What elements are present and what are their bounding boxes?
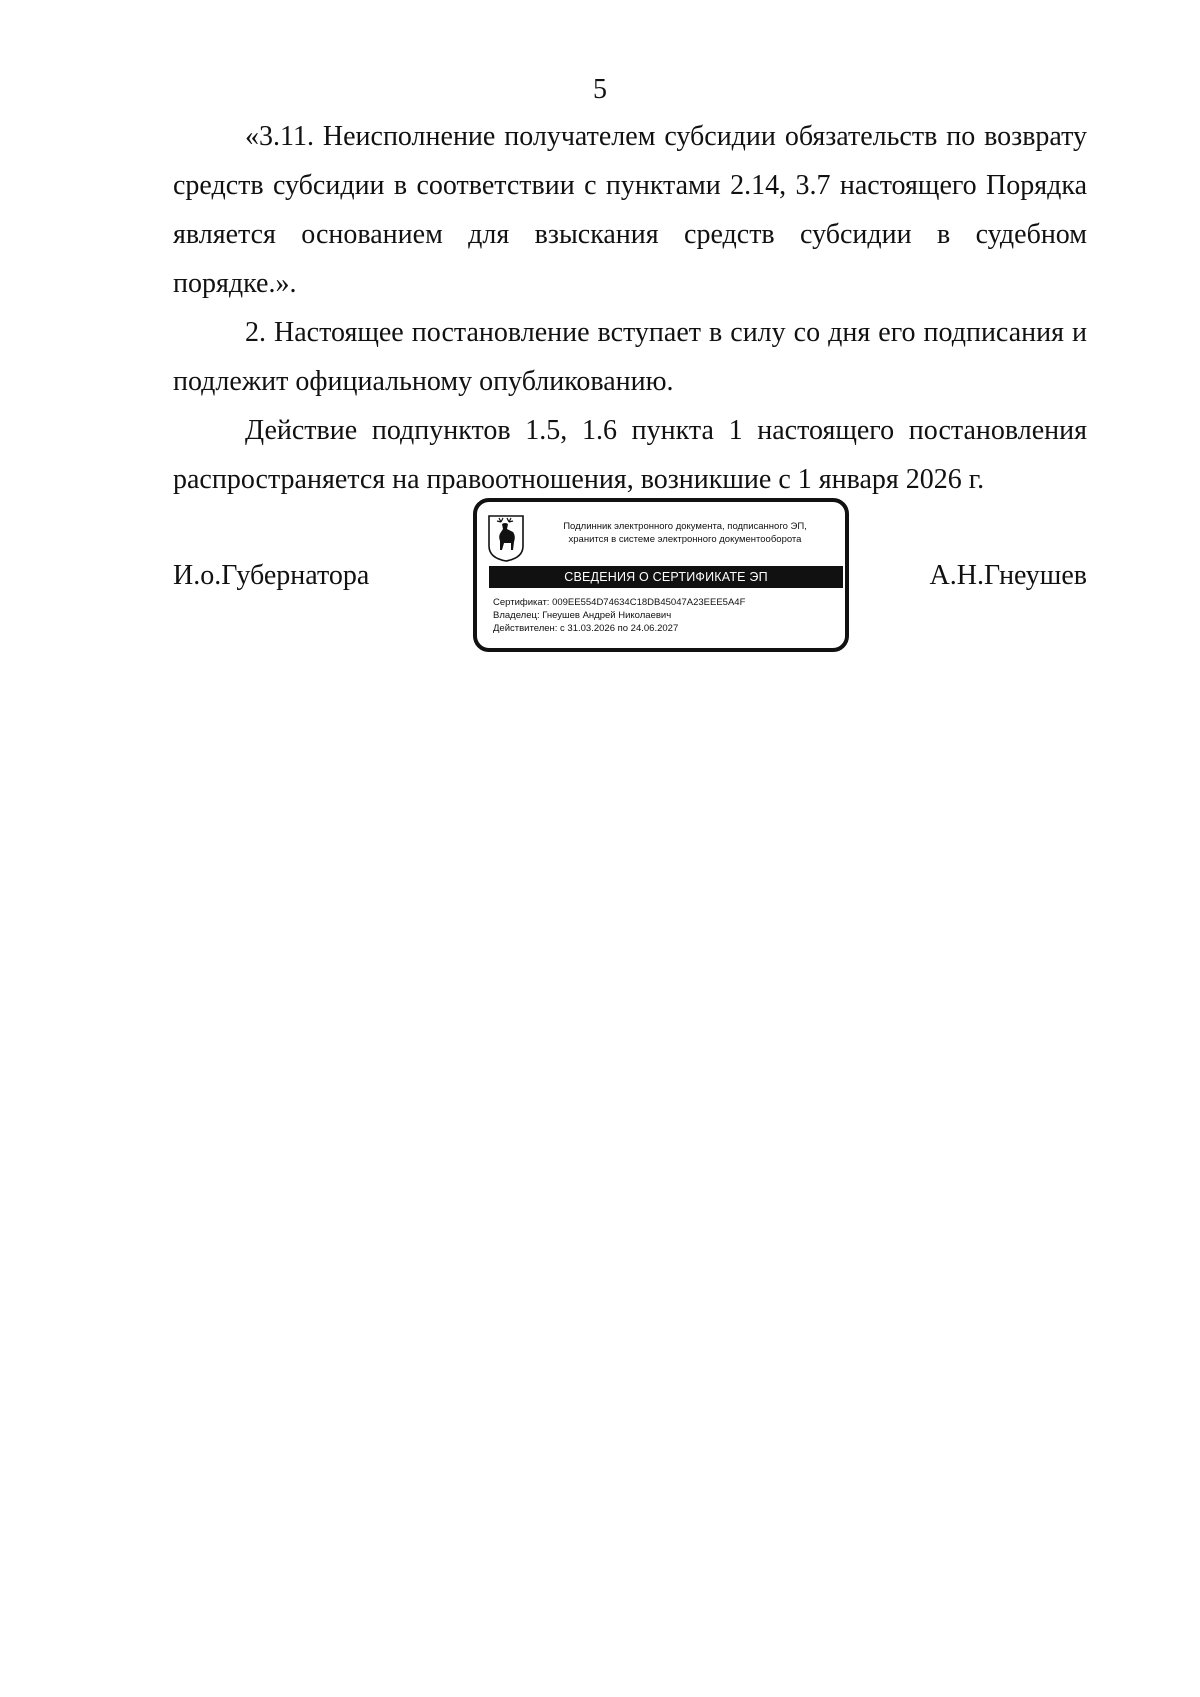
signer-position: И.о.Губернатора [173,560,370,591]
e-signature-stamp [473,498,849,652]
stamp-header-line: хранится в системе электронного документооборота [568,534,802,545]
certificate-validity: Действителен: с 31.03.2026 по 24.06.2027 [493,623,679,634]
stamp-header-line: Подлинник электронного документа, подписанного ЭП, [563,521,807,532]
paragraph-2: 2. Настоящее постановление вступает в силу со дня его подписания и подлежит официальному опубликованию. [173,317,1087,397]
stamp-header [533,520,837,546]
document-body [173,112,1087,504]
signature-block [173,498,1087,668]
certificate-owner: Владелец: Гнеушев Андрей Николаевич [493,610,672,621]
stamp-title-bar: СВЕДЕНИЯ О СЕРТИФИКАТЕ ЭП [489,566,843,588]
deer-coat-of-arms-icon [487,514,525,562]
paragraph-3-11: «3.11. Неисполнение получателем субсидии обязательств по возврату средств субсидии в соответствии с пунктами 2.14, 3.7 настоящего Порядка является основанием для взыскания средств субсидии в судебном порядке.». [173,121,1087,299]
paragraph-effect: Действие подпунктов 1.5, 1.6 пункта 1 настоящего постановления распространяется на правоотношения, возникшие с 1 января 2026 г. [173,415,1087,495]
certificate-details [493,596,745,635]
page-number: 5 [593,74,607,105]
signer-name: А.Н.Гнеушев [929,560,1087,591]
certificate-number: Сертификат: 009EE554D74634C18DB45047A23EEE5A4F [493,597,746,608]
